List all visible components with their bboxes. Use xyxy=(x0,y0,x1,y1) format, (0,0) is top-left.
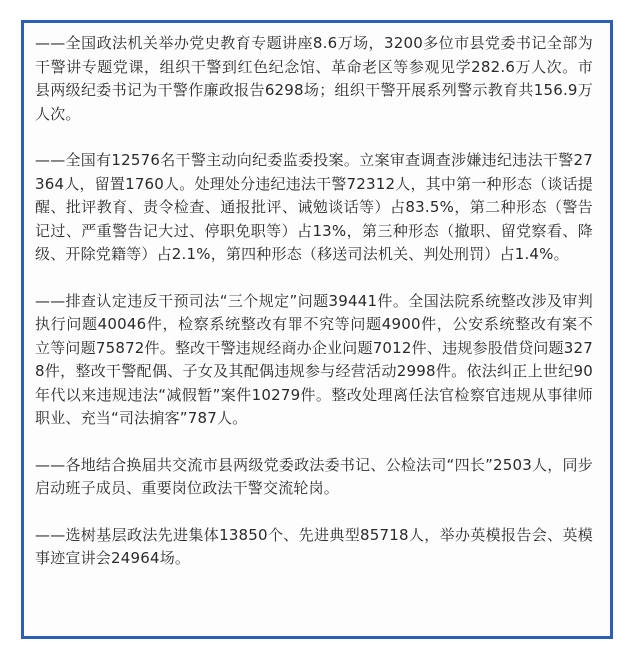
article-body xyxy=(35,32,593,571)
paragraph-disciplinary-cases: ——全国有12576名干警主动向纪委监委投案。立案审查调查涉嫌违纪违法干警27364人，留置1760人。处理处分违纪违法干警72312人，其中第一种形态（谈话提醒、批评教育、责令检查、通报批评、诫勉谈话等）占83.5%，第二种形态（警告记过、严重警告记大过、停职免职等）占13%，第三种形态（撤职、留党察看、降级、开除党籍等）占2.1%，第四种形态（移送司法机关、判处刑罚）占1.4%。 xyxy=(35,151,593,263)
paragraph-officer-rotation: ——各地结合换届共交流市县两级党委政法委书记、公检法司“四长”2503人，同步启动班子成员、重要岗位政法干警交流轮岗。 xyxy=(35,455,593,497)
paragraph-party-history-education: ——全国政法机关举办党史教育专题讲座8.6万场，3200多位市县党委书记全部为干警讲专题党课，组织干警到红色纪念馆、革命老区等参观见学282.6万人次。市县两级纪委书记为干警作廉政报告6298场；组织干警开展系列警示教育共156.9万人次。 xyxy=(35,34,593,123)
paragraph-judicial-interference: ——排查认定违反干预司法“三个规定”问题39441件。全国法院系统整改涉及审判执行问题40046件，检察系统整改有罪不究等问题4900件，公安系统整改有案不立等问题75872件。整改干警违规经商办企业问题7012件、违规参股借贷问题3278件，整改干警配偶、子女及其配偶违规参与经营活动2998件。依法纠正上世纪90年代以来违规违法“减假暂”案件10279件。整改处理离任法官检察官违规从事律师职业、充当“司法掮客”787人。 xyxy=(35,291,593,427)
paragraph-advanced-models: ——选树基层政法先进集体13850个、先进典型85718人，举办英模报告会、英模事迹宣讲会24964场。 xyxy=(35,525,593,567)
